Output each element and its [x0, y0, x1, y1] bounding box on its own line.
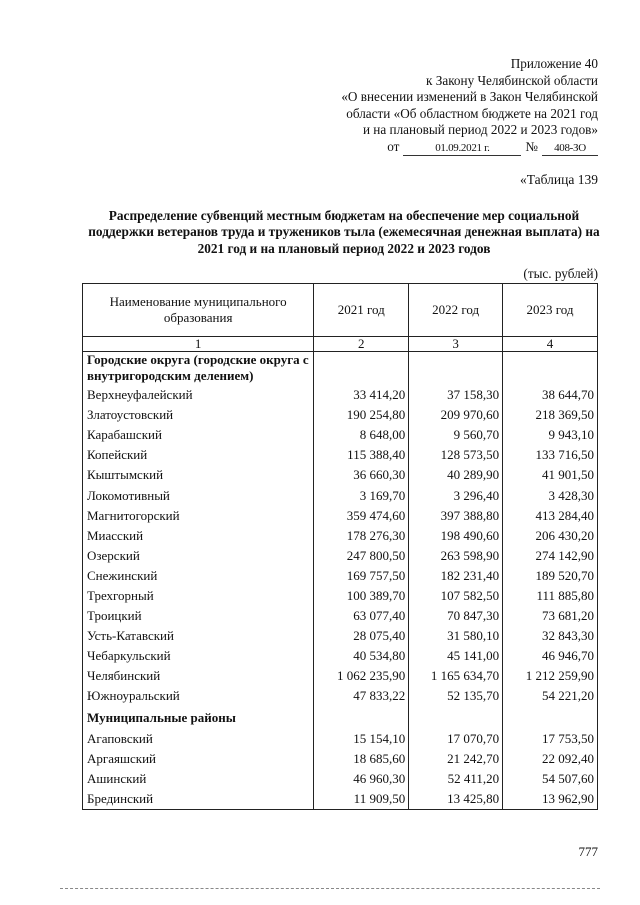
value-2023: 111 885,80: [503, 586, 598, 606]
value-2022: 128 573,50: [409, 445, 503, 465]
value-2021: 33 414,20: [314, 385, 409, 405]
value-2022: 45 141,00: [409, 646, 503, 666]
municipality-name: Аргаяшский: [83, 749, 314, 769]
table-row: [83, 606, 598, 626]
municipality-name: Ашинский: [83, 769, 314, 789]
value-2021: 15 154,10: [314, 729, 409, 749]
value-2023: 3 428,30: [503, 485, 598, 505]
table-row: [83, 465, 598, 485]
empty-cell: [503, 707, 598, 729]
value-2021: 36 660,30: [314, 465, 409, 485]
table-row: [83, 445, 598, 465]
value-2023: 32 843,30: [503, 626, 598, 646]
from-label: от: [387, 138, 400, 154]
appendix-line: к Закону Челябинской области: [426, 72, 598, 88]
appendix-header: [258, 56, 598, 156]
header-2023: 2023 год: [503, 284, 598, 337]
municipality-name: Миасский: [83, 526, 314, 546]
value-2023: 189 520,70: [503, 566, 598, 586]
municipality-name: Южноуральский: [83, 686, 314, 706]
value-2022: 3 296,40: [409, 485, 503, 505]
municipality-name: Брединский: [83, 789, 314, 810]
table-row: [83, 425, 598, 445]
municipality-name: Златоустовский: [83, 405, 314, 425]
value-2021: 169 757,50: [314, 566, 409, 586]
value-2021: 247 800,50: [314, 546, 409, 566]
value-2023: 22 092,40: [503, 749, 598, 769]
value-2023: 274 142,90: [503, 546, 598, 566]
value-2021: 8 648,00: [314, 425, 409, 445]
value-2023: 206 430,20: [503, 526, 598, 546]
value-2021: 178 276,30: [314, 526, 409, 546]
value-2021: 18 685,60: [314, 749, 409, 769]
document-title: Распределение субвенций местным бюджетам на обеспечение мер социальной поддержки ветеранов труда и тружеников тыла (ежемесячная денежная выплата) на 2021 год и на плановый период 2022 и 2023 годов: [88, 208, 600, 256]
municipality-name: Карабашский: [83, 425, 314, 445]
value-2022: 1 165 634,70: [409, 666, 503, 686]
header-2022: 2022 год: [409, 284, 503, 337]
appendix-line: Приложение 40: [510, 56, 598, 71]
value-2022: 397 388,80: [409, 506, 503, 526]
value-2021: 63 077,40: [314, 606, 409, 626]
table-row: [83, 526, 598, 546]
table-row: [83, 485, 598, 505]
table-row: [83, 646, 598, 666]
municipality-name: Трехгорный: [83, 586, 314, 606]
group-name: Городские округа (городские округа с внутригородским делением): [83, 352, 314, 386]
table-row: [83, 546, 598, 566]
value-2022: 70 847,30: [409, 606, 503, 626]
municipality-name: Верхнеуфалейский: [83, 385, 314, 405]
table-row: [83, 749, 598, 769]
municipality-name: Троицкий: [83, 606, 314, 626]
empty-cell: [503, 352, 598, 386]
value-2022: 52 135,70: [409, 686, 503, 706]
page-number: 777: [578, 844, 598, 859]
value-2021: 46 960,30: [314, 769, 409, 789]
municipality-name: Кыштымский: [83, 465, 314, 485]
law-date: 01.09.2021 г.: [403, 142, 521, 156]
column-number: 4: [503, 337, 598, 352]
value-2023: 133 716,50: [503, 445, 598, 465]
municipality-name: Локомотивный: [83, 485, 314, 505]
table-row: [83, 405, 598, 425]
value-2023: 13 962,90: [503, 789, 598, 810]
empty-cell: [409, 707, 503, 729]
value-2023: 218 369,50: [503, 405, 598, 425]
value-2023: 73 681,20: [503, 606, 598, 626]
value-2022: 52 411,20: [409, 769, 503, 789]
appendix-line: «О внесении изменений в Закон Челябинской: [341, 89, 598, 105]
municipality-name: Челябинский: [83, 666, 314, 686]
table-label: «Таблица 139: [520, 172, 598, 187]
municipality-name: Озерский: [83, 546, 314, 566]
group-row: [83, 352, 598, 386]
value-2021: 11 909,50: [314, 789, 409, 810]
value-2023: 54 221,20: [503, 686, 598, 706]
empty-cell: [314, 352, 409, 386]
table-row: [83, 729, 598, 749]
value-2021: 3 169,70: [314, 485, 409, 505]
table-row: [83, 769, 598, 789]
value-2022: 13 425,80: [409, 789, 503, 810]
units-label: (тыс. рублей): [523, 266, 598, 281]
value-2021: 47 833,22: [314, 686, 409, 706]
value-2021: 28 075,40: [314, 626, 409, 646]
table-row: [83, 789, 598, 810]
value-2022: 40 289,90: [409, 465, 503, 485]
value-2022: 9 560,70: [409, 425, 503, 445]
appendix-line: области «Об областном бюджете на 2021 год: [346, 105, 598, 121]
value-2022: 263 598,90: [409, 546, 503, 566]
header-row: [83, 284, 598, 337]
value-2023: 9 943,10: [503, 425, 598, 445]
table-row: [83, 566, 598, 586]
header-municipality: Наименование муниципального образования: [83, 284, 314, 337]
value-2023: 46 946,70: [503, 646, 598, 666]
table-row: [83, 666, 598, 686]
municipality-name: Копейский: [83, 445, 314, 465]
column-number: 1: [83, 337, 314, 352]
value-2023: 413 284,40: [503, 506, 598, 526]
value-2023: 1 212 259,90: [503, 666, 598, 686]
group-row: [83, 707, 598, 729]
law-signature-line: [258, 139, 598, 156]
column-number-row: [83, 337, 598, 352]
table-row: [83, 686, 598, 706]
law-number: 408-ЗО: [542, 142, 598, 156]
municipality-name: Агаповский: [83, 729, 314, 749]
value-2022: 209 970,60: [409, 405, 503, 425]
value-2021: 115 388,40: [314, 445, 409, 465]
value-2022: 21 242,70: [409, 749, 503, 769]
value-2022: 37 158,30: [409, 385, 503, 405]
empty-cell: [314, 707, 409, 729]
table-row: [83, 506, 598, 526]
table-body: [83, 337, 598, 810]
value-2022: 182 231,40: [409, 566, 503, 586]
number-label: №: [525, 138, 538, 154]
value-2023: 38 644,70: [503, 385, 598, 405]
value-2023: 17 753,50: [503, 729, 598, 749]
value-2022: 107 582,50: [409, 586, 503, 606]
column-number: 2: [314, 337, 409, 352]
value-2022: 31 580,10: [409, 626, 503, 646]
municipality-name: Магнитогорский: [83, 506, 314, 526]
value-2022: 17 070,70: [409, 729, 503, 749]
group-name: Муниципальные районы: [83, 707, 314, 729]
table-row: [83, 385, 598, 405]
value-2021: 40 534,80: [314, 646, 409, 666]
table-row: [83, 626, 598, 646]
municipality-name: Чебаркульский: [83, 646, 314, 666]
value-2022: 198 490,60: [409, 526, 503, 546]
table-row: [83, 586, 598, 606]
value-2023: 41 901,50: [503, 465, 598, 485]
value-2021: 100 389,70: [314, 586, 409, 606]
value-2021: 190 254,80: [314, 405, 409, 425]
appendix-line: и на плановый период 2022 и 2023 годов»: [362, 122, 598, 138]
header-2021: 2021 год: [314, 284, 409, 337]
empty-cell: [409, 352, 503, 386]
column-number: 3: [409, 337, 503, 352]
value-2021: 359 474,60: [314, 506, 409, 526]
municipality-name: Усть-Катавский: [83, 626, 314, 646]
value-2023: 54 507,60: [503, 769, 598, 789]
value-2021: 1 062 235,90: [314, 666, 409, 686]
footer-divider: [60, 888, 600, 889]
subsidy-table: [82, 283, 598, 810]
municipality-name: Снежинский: [83, 566, 314, 586]
